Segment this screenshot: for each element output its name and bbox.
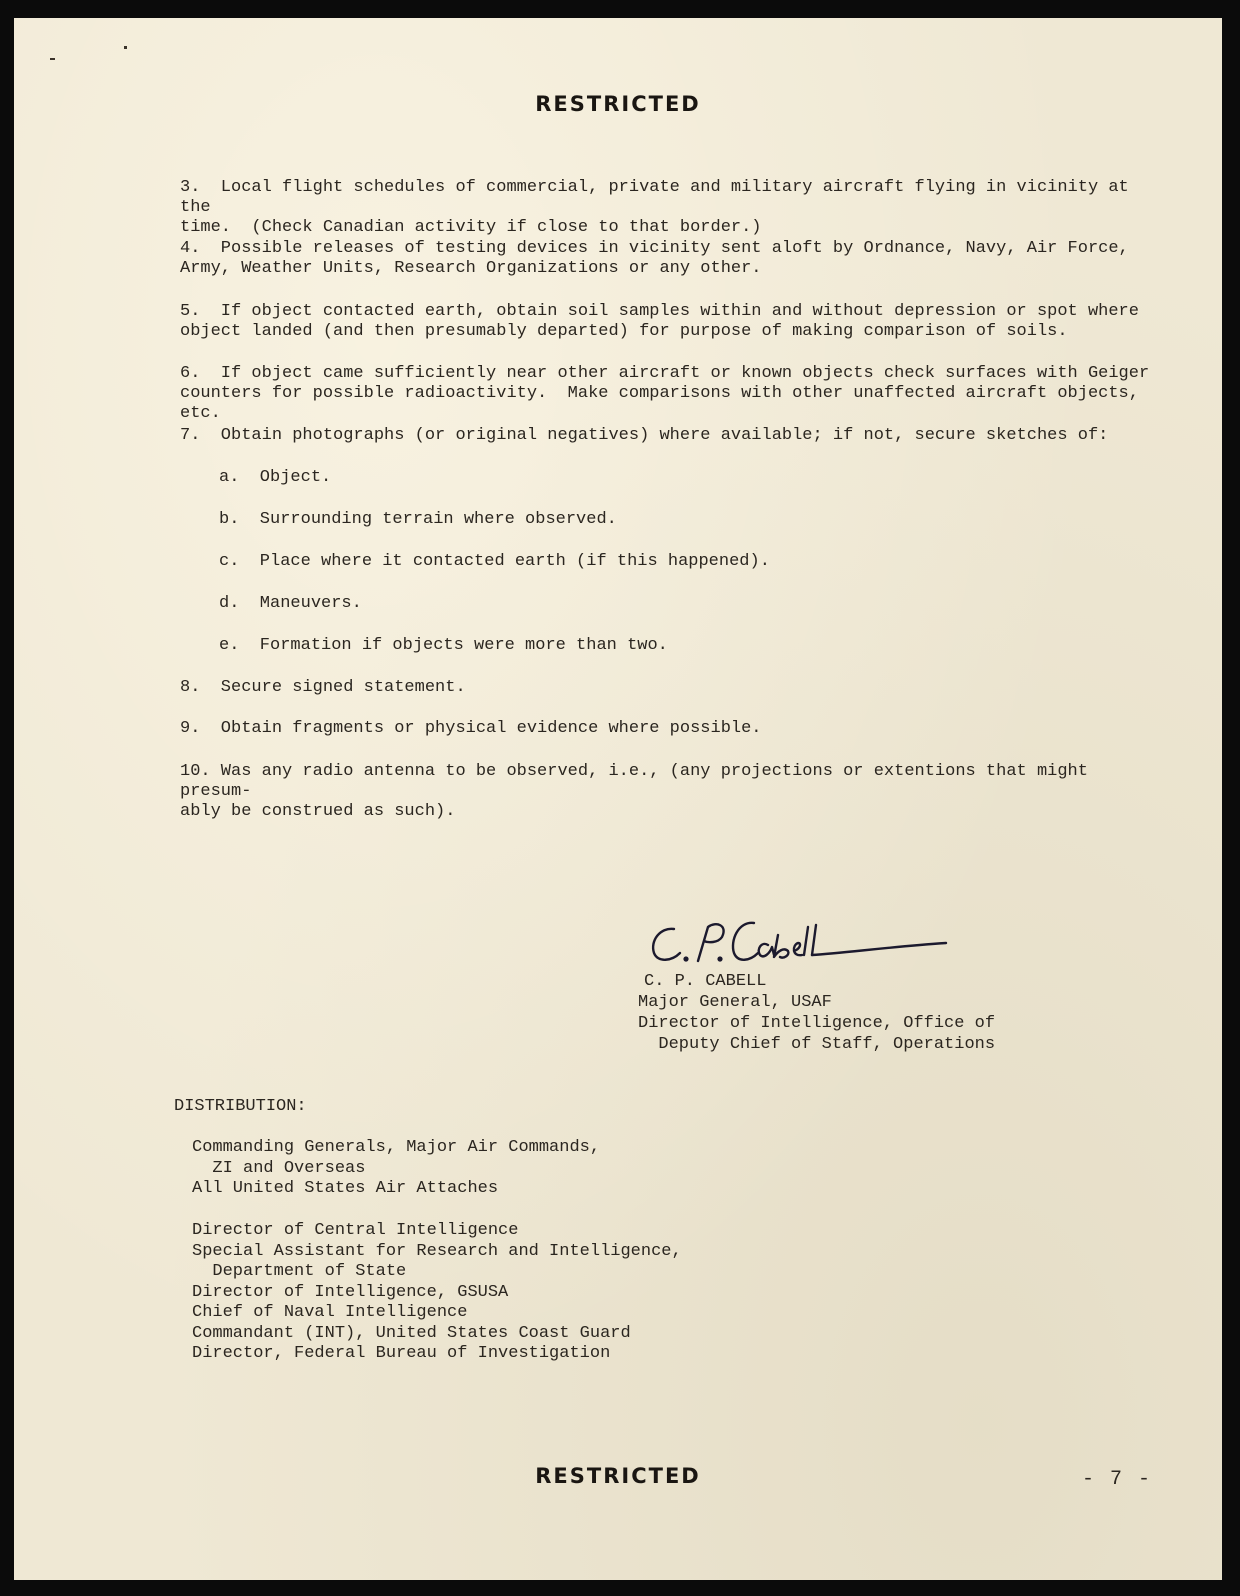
distribution-entry: Department of State — [192, 1262, 407, 1281]
subitem-d: d. Maneuvers. — [219, 594, 362, 613]
signer-name: C. P. CABELL — [644, 972, 767, 991]
subitem-a: a. Object. — [219, 468, 332, 487]
distribution-heading: DISTRIBUTION: — [174, 1097, 307, 1116]
stray-mark — [124, 46, 127, 49]
paragraph-7: 7. Obtain photographs (or original negatives) where available; if not, secure sketches of: — [180, 426, 1109, 445]
distribution-entry: Director of Central Intelligence — [192, 1221, 519, 1240]
paragraph-4: 4. Possible releases of testing devices in vicinity sent aloft by Ordnance, Navy, Air Force, Army, Weather Units, Research Organizations or any other. — [180, 239, 1129, 278]
distribution-entry: Director of Intelligence, GSUSA — [192, 1282, 509, 1302]
paragraph-3: 3. Local flight schedules of commercial, private and military aircraft flying in vicinity at the time. (Check Canadian activity if close to that border.) — [180, 178, 1129, 237]
distribution-group-2 — [192, 1221, 682, 1365]
signer-rank: Major General, USAF — [638, 993, 832, 1012]
distribution-group-1 — [192, 1138, 600, 1200]
distribution-entry: ZI and Overseas — [192, 1158, 366, 1178]
distribution-entry: Commandant (INT), United States Coast Guard — [192, 1323, 631, 1343]
signature-block — [638, 971, 995, 1055]
page-number: - 7 - — [1082, 1468, 1153, 1491]
document-page — [14, 18, 1222, 1580]
distribution-entry: Director, Federal Bureau of Investigation — [192, 1344, 611, 1363]
paragraph-6: 6. If object came sufficiently near other aircraft or known objects check surfaces with Geiger counters for possible radioactivity. Make comparisons with other unaffected aircraft objects, etc. — [180, 364, 1150, 423]
signer-title-line2: Deputy Chief of Staff, Operations — [638, 1035, 996, 1054]
stray-mark — [50, 58, 55, 60]
paragraph-5: 5. If object contacted earth, obtain soil samples within and without depression or spot where object landed (and then presumably departed) for purpose of making comparison of soils. — [180, 302, 1139, 341]
subitem-b: b. Surrounding terrain where observed. — [219, 510, 617, 529]
paragraph-10: 10. Was any radio antenna to be observed, i.e., (any projections or extentions that might presum- ably be construed as such). — [180, 762, 1088, 821]
distribution-entry: Commanding Generals, Major Air Commands, — [192, 1138, 601, 1157]
distribution-entry: Chief of Naval Intelligence — [192, 1303, 468, 1322]
paragraph-8: 8. Secure signed statement. — [180, 678, 466, 697]
signer-title-line1: Director of Intelligence, Office of — [638, 1014, 996, 1033]
distribution-entry: All United States Air Attaches — [192, 1179, 499, 1198]
footer-classification: RESTRICTED — [535, 1464, 701, 1488]
subitem-e: e. Formation if objects were more than two. — [219, 636, 668, 655]
distribution-entry: Special Assistant for Research and Intelligence, — [192, 1241, 682, 1261]
paragraph-9: 9. Obtain fragments or physical evidence where possible. — [180, 719, 762, 738]
subitem-c: c. Place where it contacted earth (if this happened). — [219, 552, 770, 571]
handwritten-signature — [646, 911, 966, 971]
header-classification: RESTRICTED — [535, 92, 701, 116]
